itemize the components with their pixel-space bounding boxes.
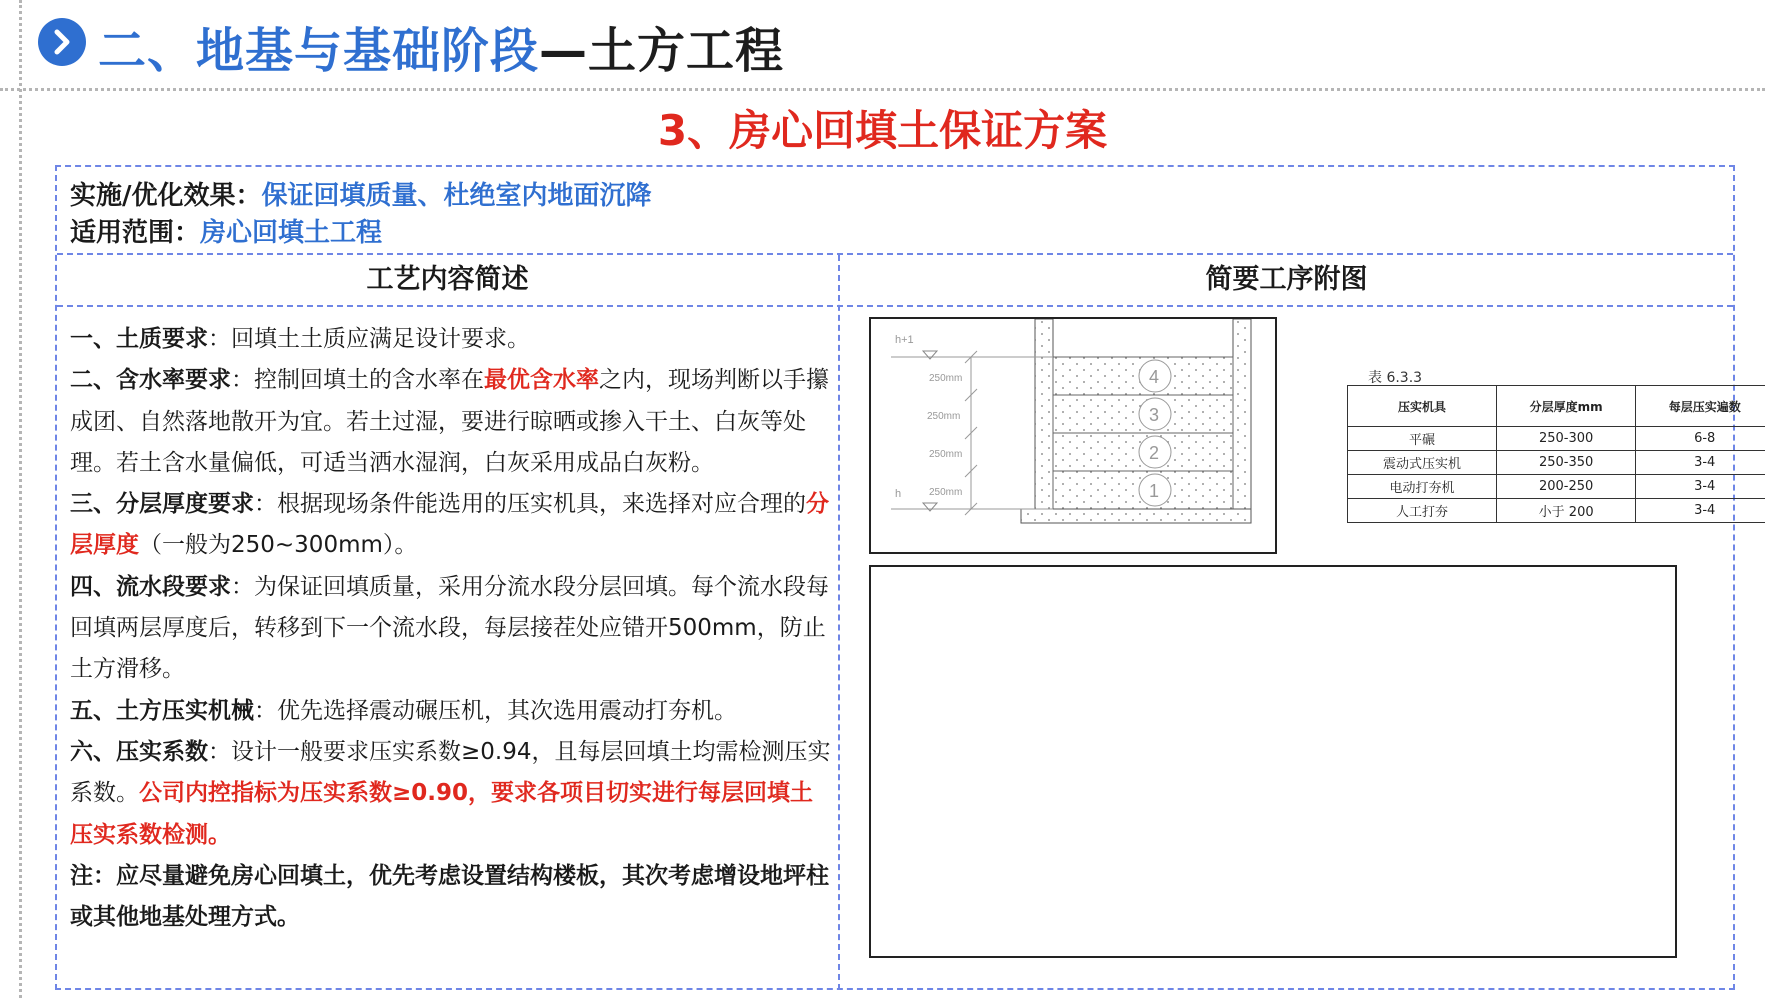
table-header-cell: 分层厚度mm <box>1496 386 1635 427</box>
backfill-layer-diagram <box>869 317 1277 554</box>
effect-value: 保证回填质量、杜绝室内地面沉降 <box>261 181 652 211</box>
info-row <box>57 167 1733 255</box>
table-cell: 250-350 <box>1496 451 1635 475</box>
table-cell: 震动式压实机 <box>1348 451 1497 475</box>
table-cell: 3-4 <box>1636 499 1765 523</box>
table-caption: 表 6.3.3 <box>1368 370 1423 386</box>
paragraph-moisture: 二、含水率要求：控制回填土的含水率在最优含水率之内，现场判断以手攥成团、自然落地散开为宜。若土过湿，要进行晾晒或掺入干土、白灰等处理。若土含水量偏低，可适当洒水湿润，白灰采用成品白灰粉。 <box>70 367 829 476</box>
layer-label-4: 250mm <box>929 373 963 384</box>
column-header-row <box>57 255 1733 307</box>
paragraph-compaction-machine: 五、土方压实机械：优先选择震动碾压机，其次选用震动打夯机。 <box>70 697 737 724</box>
content-frame <box>55 165 1741 990</box>
page-title-part2: —土方工程 <box>539 23 785 79</box>
photo-placeholder <box>869 565 1677 958</box>
paragraph-compaction-factor: 六、压实系数：设计一般要求压实系数≥0.94，且每层回填土均需检测压实系数。公司内控指标为压实系数≥0.90，要求各项目切实进行每层回填土压实系数检测。 <box>70 738 831 848</box>
page-title <box>98 12 784 81</box>
column-divider <box>838 255 840 990</box>
scope-label: 适用范围： <box>70 218 201 248</box>
table-cell: 人工打夯 <box>1348 499 1497 523</box>
table-row <box>1348 427 1765 451</box>
table-cell: 小于 200 <box>1496 499 1635 523</box>
chevron-right-icon <box>38 18 86 66</box>
layer-number-2: 2 <box>1149 443 1160 463</box>
table-cell: 6-8 <box>1636 427 1765 451</box>
table-header-cell: 每层压实遍数 <box>1636 386 1765 427</box>
layer-number-4: 4 <box>1149 367 1160 387</box>
table-header-cell: 压实机具 <box>1348 386 1497 427</box>
scope-line <box>70 212 382 249</box>
table-header-row <box>1348 386 1765 427</box>
paragraph-layer-thickness: 三、分层厚度要求：根据现场条件能选用的压实机具，来选择对应合理的分层厚度（一般为250~300mm）。 <box>70 491 829 559</box>
scope-value: 房心回填土工程 <box>200 218 383 248</box>
page-title-part1: 二、地基与基础阶段 <box>98 23 540 79</box>
effect-line <box>70 175 652 212</box>
paragraph-note: 注：应尽量避免房心回填土，优先考虑设置结构楼板，其次考虑增设地坪柱或其他地基处理方式。 <box>70 862 829 931</box>
layer-label-2: 250mm <box>929 449 963 460</box>
compaction-spec-table <box>1347 385 1765 523</box>
effect-label: 实施/优化效果： <box>70 181 262 211</box>
layer-number-1: 1 <box>1149 481 1160 501</box>
table-cell: 250-300 <box>1496 427 1635 451</box>
paragraph-soil: 一、土质要求：回填土土质应满足设计要求。 <box>70 326 530 352</box>
table-cell: 3-4 <box>1636 451 1765 475</box>
diagram-bottom-mark: h <box>895 488 902 500</box>
right-column-head: 简要工序附图 <box>1205 264 1368 295</box>
layer-label-1: 250mm <box>929 487 963 498</box>
table-row <box>1348 499 1765 523</box>
table-cell: 电动打夯机 <box>1348 475 1497 499</box>
section-subtitle: 3、房心回填土保证方案 <box>657 106 1108 155</box>
table-row <box>1348 475 1765 499</box>
layer-label-3: 250mm <box>927 411 961 422</box>
left-column-head: 工艺内容简述 <box>366 264 529 295</box>
header-dotted-divider <box>0 88 1765 91</box>
table-cell: 平碾 <box>1348 427 1497 451</box>
diagram-top-mark: h+1 <box>895 334 914 346</box>
table-row <box>1348 451 1765 475</box>
layer-number-3: 3 <box>1149 405 1160 425</box>
process-description <box>70 319 832 938</box>
paragraph-flow-section: 四、流水段要求：为保证回填质量，采用分流水段分层回填。每个流水段每回填两层厚度后，转移到下一个流水段，每层接茬处应错开500mm，防止土方滑移。 <box>70 573 829 683</box>
table-cell: 200-250 <box>1496 475 1635 499</box>
table-cell: 3-4 <box>1636 475 1765 499</box>
